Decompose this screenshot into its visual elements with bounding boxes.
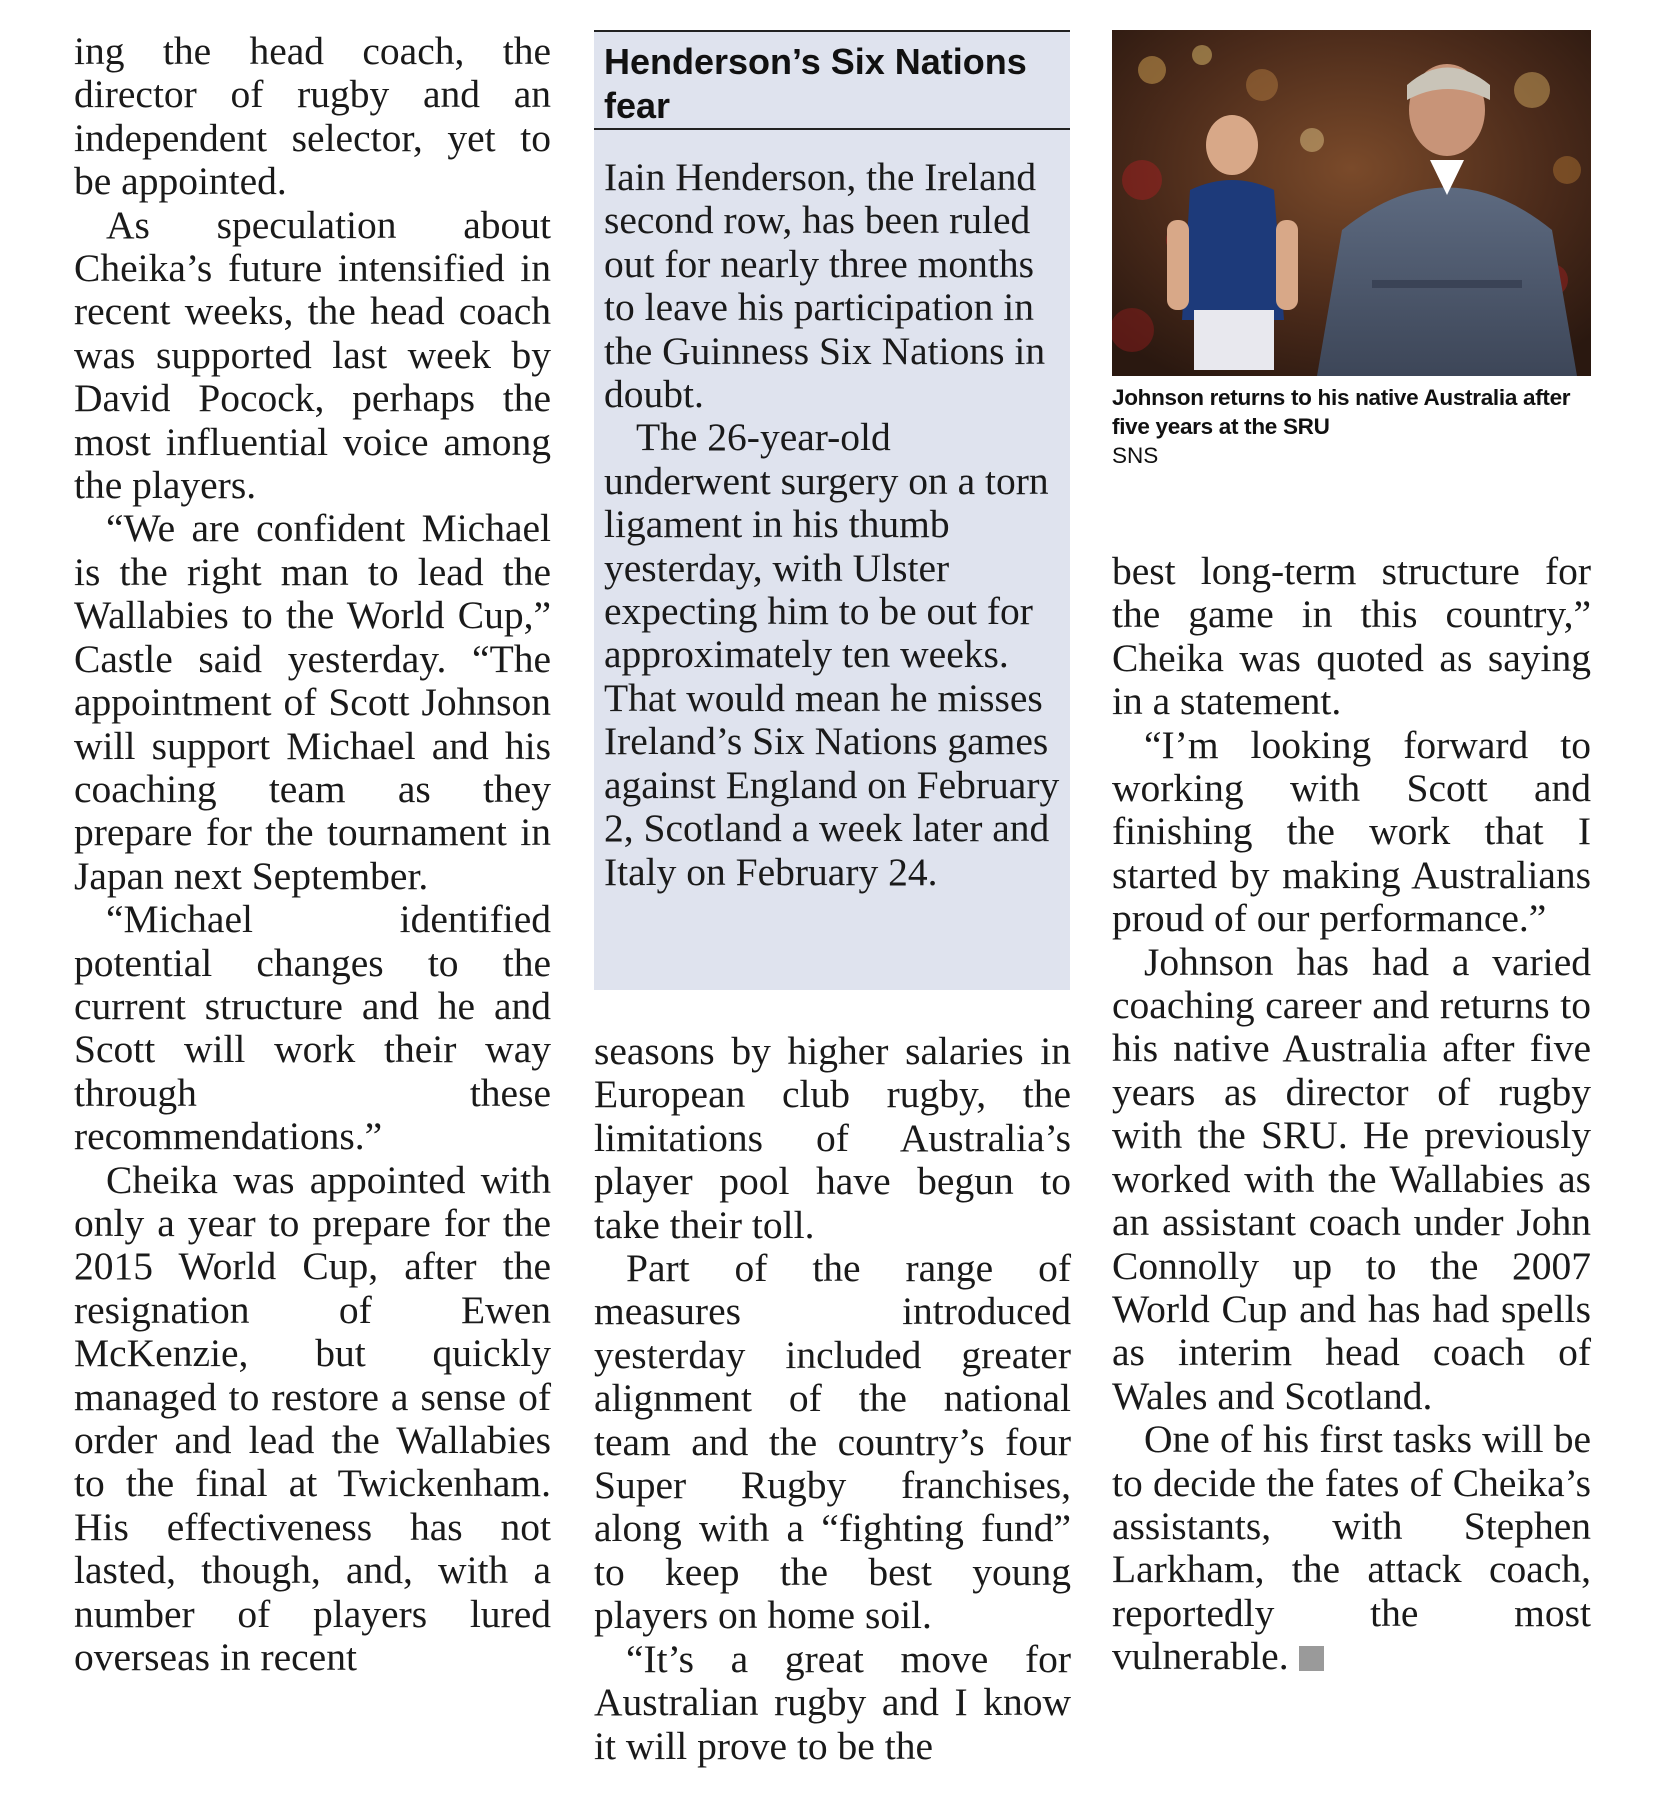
article-paragraph: seasons by higher salaries in European club rugby, the limitations of Australia’s player pool have begun to take their toll. xyxy=(594,1029,1071,1247)
article-column-middle xyxy=(594,1030,1071,1768)
sidebar-body xyxy=(604,156,1060,894)
sidebar-paragraph: Iain Henderson, the Ireland second row, has been ruled out for nearly three months to leave his participation in the Guinness Six Nations in doubt. xyxy=(604,155,1046,417)
article-photo xyxy=(1112,30,1591,376)
article-paragraph: Cheika was appointed with only a year to prepare for the 2015 World Cup, after the resignation of Ewen McKenzie, but quickly managed to restore a sense of order and lead the Wallabies to the final at Twickenham. His effectiveness has not lasted, though, and, with a number of players lured overseas in recent xyxy=(74,1157,551,1680)
photo-credit: SNS xyxy=(1112,443,1159,468)
article-paragraph: best long-term structure for the game in this country,” Cheika was quoted as saying in a statement. xyxy=(1112,549,1591,724)
caption-text: Johnson returns to his native Australia after five years at the SRU xyxy=(1112,385,1571,439)
sidebar-header xyxy=(594,30,1070,130)
article-closing-text: One of his first tasks will be to decide the fates of Cheika’s assistants, with Stephen Larkham, the attack coach, reportedly the most vulnerable. xyxy=(1112,1417,1591,1679)
article-paragraph: “It’s a great move for Australian rugby and I know it will prove to be the xyxy=(594,1636,1071,1768)
article-column-left xyxy=(74,30,551,1679)
end-of-article-mark xyxy=(1299,1646,1324,1671)
article-paragraph: “I’m looking forward to working with Scott and finishing the work that I started by making Australians proud of our performance.” xyxy=(1112,722,1591,941)
article-paragraph: “We are confident Michael is the right man to lead the Wallabies to the World Cup,” Castle said yesterday. “The appointment of Scott Johnson will support Michael and his coaching team as they prepare for the tournament in Japan next September. xyxy=(74,506,551,898)
article-paragraph: ing the head coach, the director of rugby and an independent selector, yet to be appointed. xyxy=(74,29,551,204)
article-paragraph xyxy=(1112,1418,1591,1678)
sidebar-box xyxy=(594,30,1070,990)
article-paragraph: Part of the range of measures introduced yesterday included greater alignment of the national team and the country’s four Super Rugby franchises, along with a “fighting fund” to keep the best young players on home soil. xyxy=(594,1246,1071,1638)
sidebar-paragraph: The 26-year-old underwent surgery on a torn ligament in his thumb yesterday, with Ulster expecting him to be out for approximately ten weeks. That would mean he misses Ireland’s Six Nations games against England on February 2, Scotland a week later and Italy on February 24. xyxy=(604,415,1060,894)
photo-illustration xyxy=(1112,30,1591,376)
article-paragraph: As speculation about Cheika’s future intensified in recent weeks, the head coach was supported last week by David Pocock, perhaps the most influential voice among the players. xyxy=(74,202,551,508)
photo-caption xyxy=(1112,383,1591,470)
article-paragraph: “Michael identified potential changes to the current structure and he and Scott will work their way through these recommendations.” xyxy=(74,897,551,1159)
sidebar-title: Henderson’s Six Nations fear xyxy=(604,41,1027,126)
article-column-right xyxy=(1112,550,1591,1679)
article-paragraph: Johnson has had a varied coaching career and returns to his native Australia after five years as director of rugby with the SRU. He previously worked with the Wallabies as an assistant coach under John Connolly up to the 2007 World Cup and has had spells as interim head coach of Wales and Scotland. xyxy=(1112,939,1591,1418)
